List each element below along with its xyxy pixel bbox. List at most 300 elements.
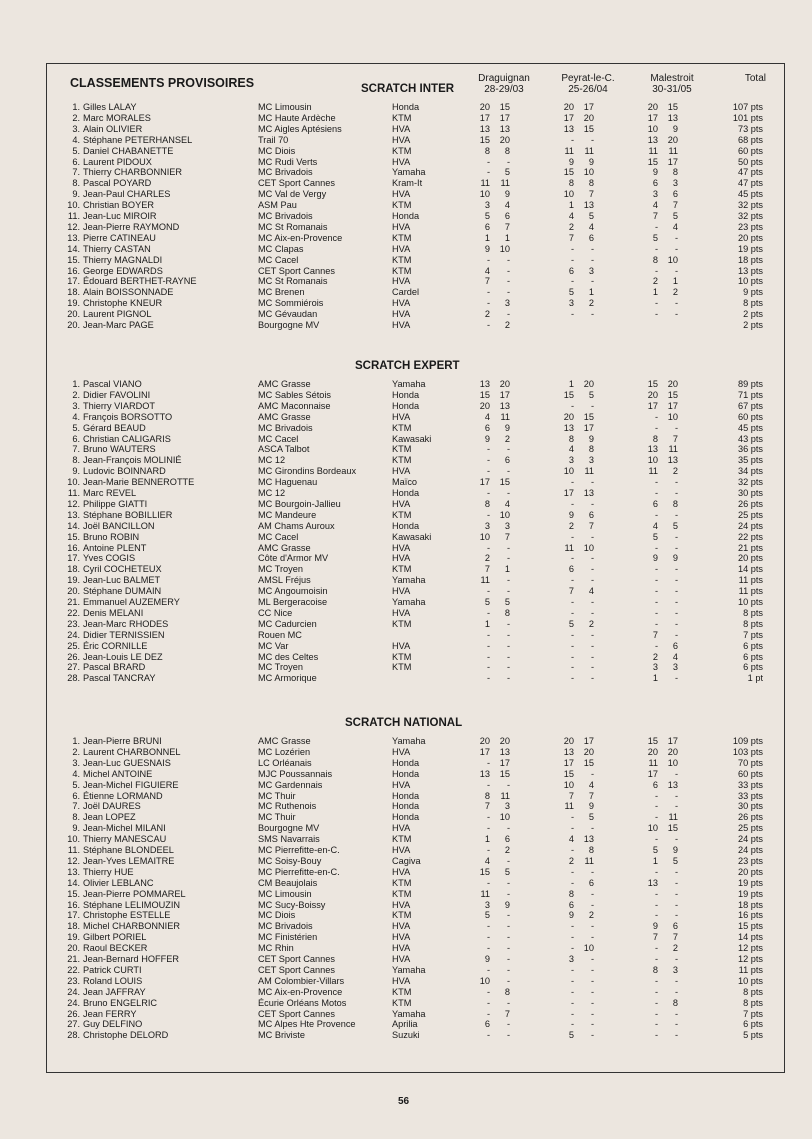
score-cell: 1 xyxy=(568,200,574,211)
score-cell: - xyxy=(506,640,510,651)
rider-name: Christophe DELORD xyxy=(83,1030,169,1041)
score-cell: 7 xyxy=(484,276,490,287)
bike-make: KTM xyxy=(392,997,412,1008)
rank-cell: 24. xyxy=(67,629,80,640)
score-cell: 1 xyxy=(652,855,658,866)
club-name: AMC Grasse xyxy=(258,736,311,746)
bike-make: Kawasaki xyxy=(392,433,432,444)
total-points: 22 pts xyxy=(737,531,763,542)
score-cell: 8 xyxy=(504,986,510,997)
score-cell: 20 xyxy=(647,102,658,112)
club-name: MC Sommiérois xyxy=(258,298,324,309)
club-name: Trail 70 xyxy=(258,134,289,145)
score-cell: 13 xyxy=(667,779,678,790)
score-cell: - xyxy=(506,287,510,298)
score-cell: 3 xyxy=(652,189,658,200)
rider-name: Christophe ESTELLE xyxy=(83,910,171,921)
rider-name: Thierry HUE xyxy=(83,866,134,877)
score-cell: 10 xyxy=(499,509,510,520)
score-cell: 8 xyxy=(484,790,490,801)
rank-cell: 27. xyxy=(67,1019,80,1030)
score-cell: 2 xyxy=(672,466,678,477)
score-cell: - xyxy=(570,1019,574,1030)
score-cell: - xyxy=(570,662,574,673)
score-cell: 4 xyxy=(568,211,574,221)
score-cell: 1 xyxy=(652,287,658,298)
total-points: 7 pts xyxy=(743,629,763,640)
score-cell: - xyxy=(506,997,510,1008)
score-cell: 6 xyxy=(484,422,490,433)
score-cell: 15 xyxy=(647,736,658,746)
score-cell: 4 xyxy=(652,520,658,531)
rank-cell: 12. xyxy=(67,498,80,509)
score-cell: - xyxy=(674,899,678,910)
rider-name: Jean-François MOLINIÉ xyxy=(83,455,182,466)
total-points: 23 pts xyxy=(737,221,763,232)
score-cell: - xyxy=(654,542,658,553)
rider-name: Raoul BECKER xyxy=(83,943,148,954)
score-cell: - xyxy=(590,1008,594,1019)
club-name: MC Var xyxy=(258,640,289,651)
club-name: MC Soisy-Bouy xyxy=(258,855,322,866)
club-name: CET Sport Cannes xyxy=(258,954,335,964)
score-cell: - xyxy=(654,411,658,422)
score-cell: - xyxy=(506,488,510,498)
club-name: Côte d'Armor MV xyxy=(258,553,329,564)
club-name: AMC Grasse xyxy=(258,542,311,553)
score-cell: - xyxy=(674,790,678,801)
score-cell: 15 xyxy=(647,156,658,167)
club-name: MC St Romanais xyxy=(258,276,328,287)
rank-cell: 3. xyxy=(72,400,80,411)
rider-name: Stéphane BLONDEEL xyxy=(83,845,174,855)
bike-make: HVA xyxy=(392,221,411,232)
score-cell: 9 xyxy=(504,899,510,910)
rank-cell: 3. xyxy=(72,757,80,768)
total-points: 12 pts xyxy=(737,943,763,954)
score-cell: - xyxy=(570,553,574,564)
bike-make: HVA xyxy=(392,123,411,134)
score-cell: 4 xyxy=(652,200,658,211)
rider-name: Christophe KNEUR xyxy=(83,298,163,309)
bike-make: HVA xyxy=(392,466,411,477)
score-cell: 17 xyxy=(667,736,678,746)
score-cell: - xyxy=(674,477,678,488)
score-cell: 17 xyxy=(563,757,574,768)
rider-name: Bruno ROBIN xyxy=(83,531,140,542)
bike-make: Honda xyxy=(392,400,420,411)
club-name: Rouen MC xyxy=(258,629,302,640)
rank-cell: 8. xyxy=(72,812,80,823)
score-cell: 4 xyxy=(588,586,594,597)
rank-cell: 18. xyxy=(67,564,80,575)
total-points: 20 pts xyxy=(737,866,763,877)
score-cell: 7 xyxy=(652,629,658,640)
score-cell: 13 xyxy=(499,746,510,757)
total-points: 43 pts xyxy=(737,433,763,444)
score-cell: 8 xyxy=(568,433,574,444)
total-points: 10 pts xyxy=(737,975,763,986)
score-cell: - xyxy=(486,943,490,954)
score-cell: - xyxy=(570,640,574,651)
rider-name: Gilbert PORIEL xyxy=(83,932,147,943)
score-cell: - xyxy=(486,287,490,298)
club-name: MC Rudi Verts xyxy=(258,156,318,167)
score-cell: - xyxy=(506,309,510,320)
score-cell: 9 xyxy=(652,553,658,564)
rider-name: Jean LOPEZ xyxy=(83,812,136,823)
score-cell: 15 xyxy=(667,102,678,112)
rank-cell: 10. xyxy=(67,200,80,211)
club-name: MC Angoumoisin xyxy=(258,586,328,597)
score-cell: 5 xyxy=(568,287,574,298)
bike-make: Cagiva xyxy=(392,855,421,866)
bike-make: HVA xyxy=(392,320,411,330)
score-cell: - xyxy=(654,943,658,954)
rank-cell: 4. xyxy=(72,411,80,422)
bike-make: HVA xyxy=(392,845,411,855)
club-name: MC Sucy-Boissy xyxy=(258,899,326,910)
score-cell: 5 xyxy=(672,855,678,866)
total-points: 103 pts xyxy=(732,746,763,757)
rank-cell: 9. xyxy=(72,466,80,477)
score-cell: 9 xyxy=(484,433,490,444)
score-cell: 15 xyxy=(563,167,574,178)
total-points: 21 pts xyxy=(737,542,763,553)
score-cell: - xyxy=(654,243,658,254)
score-cell: 15 xyxy=(667,389,678,400)
score-cell: - xyxy=(506,888,510,899)
total-points: 18 pts xyxy=(737,254,763,265)
score-cell: 20 xyxy=(499,134,510,145)
bike-make: Honda xyxy=(392,211,420,221)
total-points: 16 pts xyxy=(737,910,763,921)
score-cell: - xyxy=(590,243,594,254)
bike-make: Honda xyxy=(392,520,420,531)
score-cell: - xyxy=(674,910,678,921)
score-cell: - xyxy=(506,823,510,834)
bike-make: KTM xyxy=(392,986,412,997)
total-points: 109 pts xyxy=(732,736,763,746)
rider-name: Patrick CURTI xyxy=(83,964,142,975)
rank-cell: 20. xyxy=(67,943,80,954)
rank-cell: 26. xyxy=(67,1008,80,1019)
rank-cell: 8. xyxy=(72,178,80,189)
score-cell: 6 xyxy=(588,232,594,243)
club-name: MC Gardennais xyxy=(258,779,323,790)
section-title: SCRATCH INTER xyxy=(361,83,455,95)
total-points: 20 pts xyxy=(737,553,763,564)
score-cell: 9 xyxy=(672,553,678,564)
score-cell: 8 xyxy=(588,444,594,455)
club-name: MC Gévaudan xyxy=(258,309,318,320)
rank-cell: 1. xyxy=(72,736,80,746)
score-cell: 15 xyxy=(479,866,490,877)
rank-cell: 19. xyxy=(67,298,80,309)
score-cell: 13 xyxy=(563,123,574,134)
score-cell: 6 xyxy=(504,211,510,221)
score-cell: - xyxy=(486,757,490,768)
score-cell: - xyxy=(590,975,594,986)
club-name: MC Armorique xyxy=(258,673,317,684)
score-cell: - xyxy=(506,1019,510,1030)
club-name: MC Sables Sétois xyxy=(258,389,332,400)
score-cell: - xyxy=(590,932,594,943)
score-cell: 11 xyxy=(564,801,574,812)
score-cell: - xyxy=(674,877,678,888)
score-cell: 8 xyxy=(588,178,594,189)
score-cell: 6 xyxy=(652,178,658,189)
rider-name: Didier TERNISSIEN xyxy=(83,629,165,640)
total-points: 50 pts xyxy=(737,156,763,167)
bike-make: HVA xyxy=(392,243,411,254)
bike-make: Honda xyxy=(392,389,420,400)
score-cell: - xyxy=(590,254,594,265)
rank-cell: 13. xyxy=(67,509,80,520)
club-name: Écurie Orléans Motos xyxy=(258,997,347,1008)
bike-make: KTM xyxy=(392,145,412,156)
rider-name: Jean-Pierre RAYMOND xyxy=(83,221,180,232)
score-cell: 9 xyxy=(568,910,574,921)
club-name: MC Aix-en-Provence xyxy=(258,232,343,243)
rider-name: Ludovic BOINNARD xyxy=(83,466,166,477)
score-cell: - xyxy=(570,921,574,932)
score-cell: 10 xyxy=(667,757,678,768)
bike-make: HVA xyxy=(392,586,411,597)
score-cell: 20 xyxy=(583,112,594,123)
score-cell: - xyxy=(674,1008,678,1019)
total-points: 19 pts xyxy=(737,877,763,888)
bike-make: Yamaha xyxy=(392,736,426,746)
rider-name: Jean-Louis LE DEZ xyxy=(83,651,163,662)
score-cell: - xyxy=(654,221,658,232)
score-cell: 3 xyxy=(504,298,510,309)
score-cell: - xyxy=(674,1019,678,1030)
score-cell: - xyxy=(654,607,658,618)
rank-cell: 4. xyxy=(72,768,80,779)
rider-name: Thierry MANESCAU xyxy=(83,834,167,845)
score-cell: 9 xyxy=(504,422,510,433)
rider-name: Alain OLIVIER xyxy=(83,123,143,134)
score-cell: - xyxy=(590,964,594,975)
score-cell: - xyxy=(674,488,678,498)
club-name: MC Girondins Bordeaux xyxy=(258,466,357,477)
club-name: MC 12 xyxy=(258,488,286,498)
score-cell: 13 xyxy=(563,422,574,433)
score-cell: - xyxy=(654,509,658,520)
score-cell: - xyxy=(570,845,574,855)
club-name: MC Brivadois xyxy=(258,921,313,932)
rank-cell: 28. xyxy=(67,1030,80,1041)
score-cell: 6 xyxy=(504,834,510,845)
rank-cell: 5. xyxy=(72,145,80,156)
total-points: 47 pts xyxy=(737,178,763,189)
score-cell: - xyxy=(570,1008,574,1019)
club-name: MC Finistérien xyxy=(258,932,318,943)
score-cell: - xyxy=(590,768,594,779)
club-name: MC Cadurcien xyxy=(258,618,317,629)
score-cell: - xyxy=(654,640,658,651)
score-cell: 20 xyxy=(563,102,574,112)
total-points: 25 pts xyxy=(737,509,763,520)
score-cell: - xyxy=(486,779,490,790)
score-cell: - xyxy=(570,866,574,877)
score-cell: 3 xyxy=(484,200,490,211)
rider-name: Pierre CATINEAU xyxy=(83,232,156,243)
score-cell: - xyxy=(674,509,678,520)
score-cell: 13 xyxy=(499,123,510,134)
total-points: 6 pts xyxy=(743,651,763,662)
rider-name: Jean-Marc PAGE xyxy=(83,320,154,330)
score-cell: 2 xyxy=(672,943,678,954)
score-cell: 9 xyxy=(672,845,678,855)
score-cell: 1 xyxy=(484,618,490,629)
score-cell: 17 xyxy=(583,422,594,433)
score-cell: 9 xyxy=(588,801,594,812)
bike-make: Kawasaki xyxy=(392,531,432,542)
score-cell: 5 xyxy=(568,618,574,629)
rider-name: Pascal POYARD xyxy=(83,178,152,189)
score-cell: - xyxy=(506,910,510,921)
score-cell: 9 xyxy=(588,156,594,167)
score-cell: 7 xyxy=(504,531,510,542)
rider-name: Jean-Luc BALMET xyxy=(83,575,161,586)
total-points: 10 pts xyxy=(737,597,763,607)
score-cell: 11 xyxy=(648,757,658,768)
score-cell: 11 xyxy=(564,542,574,553)
score-cell: 7 xyxy=(484,801,490,812)
bike-make: HVA xyxy=(392,746,411,757)
score-cell: 20 xyxy=(647,746,658,757)
club-name: AMC Grasse xyxy=(258,411,311,422)
total-points: 8 pts xyxy=(743,618,763,629)
score-cell: - xyxy=(590,134,594,145)
club-name: MC Haguenau xyxy=(258,477,318,488)
total-points: 6 pts xyxy=(743,1019,763,1030)
score-cell: 17 xyxy=(499,757,510,768)
total-points: 101 pts xyxy=(732,112,763,123)
score-cell: - xyxy=(590,899,594,910)
score-cell: - xyxy=(674,309,678,320)
score-cell: - xyxy=(506,943,510,954)
score-cell: 13 xyxy=(667,455,678,466)
score-cell: - xyxy=(506,156,510,167)
score-cell: - xyxy=(674,564,678,575)
rider-name: Stéphane DUMAIN xyxy=(83,586,162,597)
score-cell: - xyxy=(590,629,594,640)
total-points: 47 pts xyxy=(737,167,763,178)
club-name: MC Aix-en-Provence xyxy=(258,986,343,997)
score-cell: 1 xyxy=(484,834,490,845)
score-cell: - xyxy=(654,488,658,498)
club-name: MC Haute Ardèche xyxy=(258,112,336,123)
rider-name: Pascal TANCRAY xyxy=(83,673,156,684)
club-name: MC des Celtes xyxy=(258,651,319,662)
rank-cell: 20. xyxy=(67,586,80,597)
rider-name: Stéphane BOBILLIER xyxy=(83,509,173,520)
rider-name: Yves COGIS xyxy=(83,553,136,564)
rider-name: Michel ANTOINE xyxy=(83,768,153,779)
score-cell: 6 xyxy=(568,564,574,575)
club-name: MC Cacel xyxy=(258,433,299,444)
score-cell: - xyxy=(506,877,510,888)
score-cell: - xyxy=(590,477,594,488)
rank-cell: 22. xyxy=(67,964,80,975)
score-cell: 20 xyxy=(563,736,574,746)
total-points: 67 pts xyxy=(737,400,763,411)
bike-make: Honda xyxy=(392,812,420,823)
club-name: MC Limousin xyxy=(258,888,312,899)
bike-make: HVA xyxy=(392,954,411,964)
bike-make: HVA xyxy=(392,309,411,320)
total-points: 30 pts xyxy=(737,488,763,498)
score-cell: - xyxy=(654,866,658,877)
score-cell: 1 xyxy=(484,232,490,243)
rider-name: Thierry CHARBONNIER xyxy=(83,167,183,178)
score-cell: 3 xyxy=(588,455,594,466)
rider-name: Stéphane PETERHANSEL xyxy=(83,134,193,145)
score-cell: - xyxy=(486,542,490,553)
rider-name: Thierry MAGNALDI xyxy=(83,254,163,265)
score-cell: 17 xyxy=(563,488,574,498)
bike-make: Maïco xyxy=(392,477,418,488)
score-cell: 5 xyxy=(652,232,658,243)
total-points: 8 pts xyxy=(743,607,763,618)
score-cell: - xyxy=(590,498,594,509)
score-cell: 1 xyxy=(504,232,510,243)
score-cell: 10 xyxy=(499,243,510,254)
score-cell: - xyxy=(590,651,594,662)
total-points: 32 pts xyxy=(737,211,763,221)
total-points: 107 pts xyxy=(732,102,763,112)
score-cell: 13 xyxy=(647,877,658,888)
score-cell: 7 xyxy=(568,790,574,801)
score-cell: 10 xyxy=(563,466,574,477)
score-cell: 17 xyxy=(583,102,594,112)
score-cell: 3 xyxy=(568,298,574,309)
score-cell: - xyxy=(486,1008,490,1019)
rider-name: Marc MORALES xyxy=(83,112,151,123)
rider-name: Laurent PIDOUX xyxy=(83,156,152,167)
club-name: ASM Pau xyxy=(258,200,297,211)
score-cell: 3 xyxy=(672,178,678,189)
score-cell: 11 xyxy=(584,466,594,477)
score-cell: 2 xyxy=(672,287,678,298)
bike-make: Honda xyxy=(392,102,420,112)
score-cell: - xyxy=(486,823,490,834)
score-cell: - xyxy=(674,986,678,997)
score-cell: 17 xyxy=(647,768,658,779)
score-cell: 10 xyxy=(563,189,574,200)
rider-name: Stéphane LELIMOUZIN xyxy=(83,899,181,910)
column-header-malestroit: Malestroit 30-31/05 xyxy=(650,73,694,95)
score-cell: 3 xyxy=(672,662,678,673)
bike-make: Yamaha xyxy=(392,964,426,975)
score-cell: 8 xyxy=(484,498,490,509)
club-name: MC Limousin xyxy=(258,102,312,112)
rank-cell: 19. xyxy=(67,932,80,943)
score-cell: - xyxy=(654,801,658,812)
score-cell: 10 xyxy=(479,531,490,542)
score-cell: 6 xyxy=(504,455,510,466)
rank-cell: 17. xyxy=(67,276,80,287)
rank-cell: 21. xyxy=(67,597,80,607)
column-header-total: Total xyxy=(744,73,766,84)
rider-name: Jean-Paul CHARLES xyxy=(83,189,171,200)
score-cell: - xyxy=(506,932,510,943)
score-cell: 5 xyxy=(484,910,490,921)
rank-cell: 10. xyxy=(67,477,80,488)
